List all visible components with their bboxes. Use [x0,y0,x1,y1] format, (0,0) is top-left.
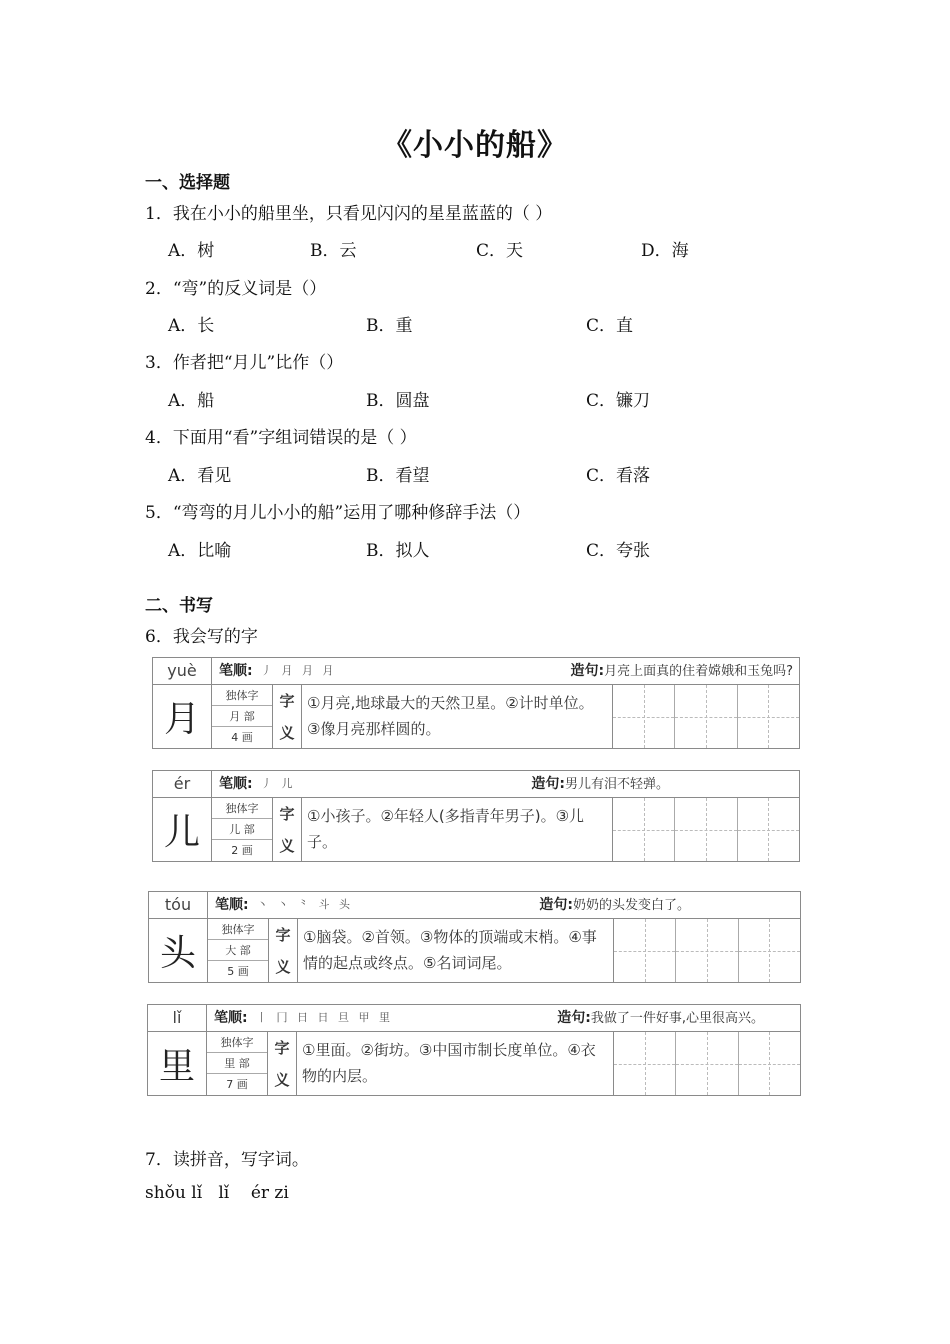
character-text: 里 [158,1046,195,1087]
meaning-label [273,798,302,861]
example-sentence [570,658,793,685]
stroke-order: 丶 丶 ⺀ 斗 头 [257,898,353,911]
q2-option-a[interactable]: A．长 [168,316,215,336]
writing-cell[interactable] [613,798,675,861]
stroke-order-label: 笔顺: [214,1010,248,1026]
structure-type: 独体字 [208,919,268,940]
writing-cell[interactable] [614,919,676,982]
question-4: 4．下面用“看”字组词错误的是（ ） [145,428,417,448]
q5-option-b[interactable]: B．拟人 [366,541,430,561]
card-header [153,658,799,685]
radical: 大 部 [208,940,268,961]
char-card-yue [152,657,800,749]
card-info [212,798,273,861]
question-1: 1．我在小小的船里坐，只看见闪闪的星星蓝蓝的（ ） [145,204,553,224]
stroke-order: 丿 月 月 月 [261,664,337,677]
q3-option-b[interactable]: B．圆盘 [366,391,430,411]
meaning-label-1: 字 [275,926,291,945]
card-pinyin: tóu [149,892,208,918]
stroke-order: 丨 冂 日 日 旦 甲 里 [256,1011,393,1024]
q4-option-a[interactable]: A．看见 [168,466,232,486]
character-meaning: ①里面。②街坊。③中国市制长度单位。④衣物的内层。 [302,1041,596,1085]
writing-cell[interactable] [614,1032,676,1095]
card-info [208,919,269,982]
q1-option-a[interactable]: A．树 [168,241,215,261]
section-heading-choice: 一、选择题 [145,173,230,193]
writing-cell[interactable] [738,798,799,861]
question-7: 7．读拼音，写字词。 [145,1150,309,1170]
q5-option-c[interactable]: C．夸张 [586,541,651,561]
q2-option-c[interactable]: C．直 [586,316,634,336]
structure-type: 独体字 [207,1032,267,1053]
meaning-label [268,1032,297,1095]
writing-cell[interactable] [739,1032,800,1095]
q4-option-c[interactable]: C．看落 [586,466,651,486]
meaning-label-2: 义 [279,723,295,742]
writing-cell[interactable] [739,919,800,982]
card-info [212,685,273,748]
char-card-er [152,770,800,862]
sentence-label: 造句: [570,663,605,679]
card-header [153,771,799,798]
card-pinyin: lǐ [148,1005,207,1031]
card-character [153,685,212,748]
question-3: 3．作者把“月儿”比作（） [145,353,344,373]
character-meaning: ①脑袋。②首领。③物体的顶端或末梢。④事情的起点或终点。⑤名词词尾。 [303,928,597,972]
q3-option-c[interactable]: C．镰刀 [586,391,651,411]
writing-grid[interactable] [612,798,799,861]
radical: 里 部 [207,1053,267,1074]
sentence-label: 造句: [531,776,565,792]
character-text: 月 [163,699,200,740]
meaning-label [269,919,298,982]
stroke-count: 5 画 [227,965,249,979]
radical: 月 部 [212,706,272,727]
q4-option-b[interactable]: B．看望 [366,466,430,486]
char-card-tou [148,891,801,983]
card-character [149,919,208,982]
sentence-text: 奶奶的头发变白了。 [572,898,690,913]
question-5: 5．“弯弯的月儿小小的船”运用了哪种修辞手法（） [145,503,531,523]
character-meaning: ①小孩子。②年轻人(多指青年男子)。③儿子。 [307,807,585,851]
stroke-order: 丿 儿 [261,777,296,790]
writing-cell[interactable] [676,1032,738,1095]
char-card-li [147,1004,801,1096]
q3-option-a[interactable]: A．船 [168,391,215,411]
pinyin-prompt: shǒu lǐ lǐ ér zi [145,1183,289,1203]
section-heading-writing: 二、书写 [145,596,213,616]
q2-option-b[interactable]: B．重 [366,316,413,336]
page-title: 《小小的船》 [382,128,568,163]
stroke-count: 7 画 [226,1078,248,1092]
card-character [153,798,212,861]
writing-grid[interactable] [613,919,800,982]
writing-cell[interactable] [676,919,738,982]
q5-option-a[interactable]: A．比喻 [168,541,232,561]
meaning-label-2: 义 [275,957,291,976]
character-text: 儿 [163,812,200,853]
card-character [148,1032,207,1095]
q1-option-c[interactable]: C．天 [476,241,524,261]
stroke-count: 2 画 [231,844,253,858]
q1-option-d[interactable]: D．海 [641,241,689,261]
character-text: 头 [159,933,196,974]
stroke-count: 4 画 [231,731,253,745]
writing-cell[interactable] [675,685,737,748]
character-meaning: ①月亮,地球最大的天然卫星。②计时单位。③像月亮那样圆的。 [307,694,594,738]
question-6: 6．我会写的字 [145,627,258,647]
q1-option-b[interactable]: B．云 [310,241,357,261]
card-info [207,1032,268,1095]
sentence-text: 男儿有泪不轻弹。 [564,777,669,792]
question-2: 2．“弯”的反义词是（） [145,279,327,299]
sentence-text: 月亮上面真的住着嫦娥和玉兔吗? [604,664,793,679]
writing-cell[interactable] [613,685,675,748]
card-pinyin: ér [153,771,212,797]
meaning-label-1: 字 [274,1039,290,1058]
example-sentence [557,1005,764,1032]
writing-grid[interactable] [613,1032,800,1095]
meaning-label-1: 字 [279,692,295,711]
meaning-label [273,685,302,748]
card-header [148,1005,800,1032]
writing-grid[interactable] [612,685,799,748]
sentence-label: 造句: [557,1010,591,1026]
radical: 儿 部 [212,819,272,840]
stroke-order-label: 笔顺: [219,776,253,792]
card-header [149,892,800,919]
writing-cell[interactable] [738,685,799,748]
example-sentence [539,892,690,919]
stroke-order-label: 笔顺: [215,897,249,913]
structure-type: 独体字 [212,685,272,706]
structure-type: 独体字 [212,798,272,819]
meaning-label-2: 义 [279,836,295,855]
sentence-label: 造句: [539,897,573,913]
writing-cell[interactable] [675,798,737,861]
meaning-label-1: 字 [279,805,295,824]
sentence-text: 我做了一件好事,心里很高兴。 [590,1011,764,1026]
example-sentence [531,771,669,798]
meaning-label-2: 义 [274,1070,290,1089]
card-pinyin: yuè [153,658,212,684]
stroke-order-label: 笔顺: [219,663,253,679]
